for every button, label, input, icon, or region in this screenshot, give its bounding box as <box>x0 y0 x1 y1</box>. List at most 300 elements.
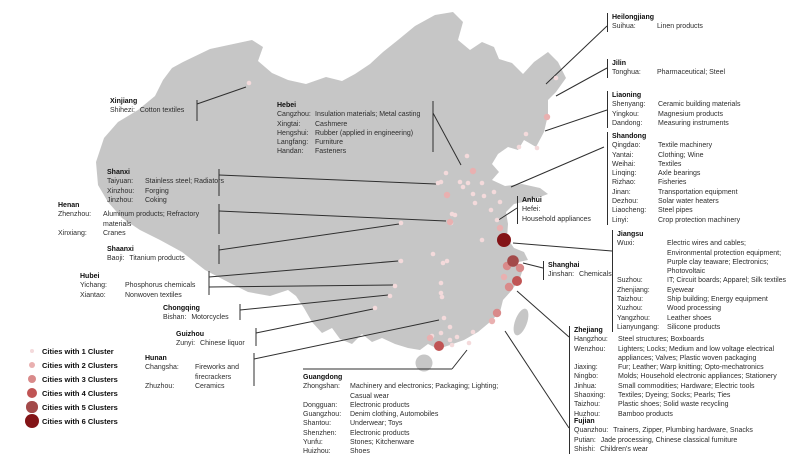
city-name: Taiyuan: <box>107 178 134 186</box>
city-entry <box>612 22 703 31</box>
city-products: Textile machinery <box>658 142 713 150</box>
city-entry <box>612 100 740 109</box>
city-products: Cotton textiles <box>139 107 185 115</box>
city-products: Stones; Kitchenware <box>350 439 415 447</box>
city-products: Measuring instruments <box>658 119 729 127</box>
city-entry <box>107 187 240 196</box>
city-dot <box>473 201 478 206</box>
city-entries <box>612 68 725 77</box>
city-products: Insulation materials; Metal casting <box>315 111 421 119</box>
province-name: Hubei <box>80 273 100 280</box>
city-dot <box>455 335 460 340</box>
city-entry <box>612 160 740 169</box>
city-name: Guangzhou: <box>303 411 342 419</box>
region-jiangsu <box>612 230 787 332</box>
city-name: Hefei: <box>522 206 541 214</box>
city-name: Xinxiang: <box>58 229 87 237</box>
cluster-dot-icon <box>25 414 40 429</box>
city-products: Stainless steel; Radiators <box>145 178 224 186</box>
city-name: Ningbo: <box>574 373 599 381</box>
city-products: Denim clothing, Automobiles <box>350 411 439 419</box>
city-dot <box>492 190 497 195</box>
city-products: Household appliances <box>522 215 591 223</box>
city-entry <box>303 382 508 401</box>
city-products: Motorcycles <box>191 314 229 322</box>
legend-dot-wrap <box>24 401 40 413</box>
city-entries <box>80 281 220 300</box>
city-entry <box>80 291 220 300</box>
legend-item <box>24 386 118 400</box>
city-entry <box>277 147 440 156</box>
city-entry <box>303 401 508 410</box>
city-entry <box>612 68 725 77</box>
city-products: Electronic products <box>350 401 410 409</box>
city-entries <box>612 22 703 31</box>
city-dot <box>517 145 522 150</box>
city-name: Taizhou: <box>617 296 644 304</box>
city-entry <box>574 436 794 445</box>
legend-dot-wrap <box>24 375 40 384</box>
city-dot <box>393 284 398 289</box>
city-products: Coking <box>145 196 167 204</box>
city-products: Cranes <box>103 229 126 237</box>
legend-item-label: Cities with 6 Clusters <box>42 416 118 426</box>
city-entry <box>303 447 508 456</box>
city-products: Furniture <box>315 139 344 147</box>
city-dot <box>399 221 404 226</box>
city-dot <box>482 194 487 199</box>
city-entry <box>574 335 794 344</box>
city-products: Aluminum products; Refractory materials <box>103 211 200 228</box>
region-shanxi <box>107 168 240 205</box>
region-shanghai <box>543 261 663 280</box>
city-name: Xinzhou: <box>107 187 135 195</box>
province-name: Jilin <box>612 60 627 67</box>
city-dot <box>441 261 446 266</box>
city-name: Shihezi: <box>110 107 135 115</box>
city-dot <box>466 181 471 186</box>
city-name: Jiaxing: <box>574 364 598 372</box>
region-hunan <box>145 354 247 391</box>
city-entry <box>145 382 247 391</box>
city-name: Jinzhou: <box>107 196 134 204</box>
city-entry <box>617 286 787 295</box>
city-dot <box>480 181 485 186</box>
city-entry <box>277 138 440 147</box>
city-dot <box>535 146 540 151</box>
city-name: Yichang: <box>80 282 107 290</box>
city-entries <box>163 313 283 322</box>
city-dot <box>524 132 529 137</box>
city-entry <box>277 129 440 138</box>
city-name: Taizhou: <box>574 401 601 409</box>
region-hebei <box>277 101 440 157</box>
city-name: Zhuzhou: <box>145 382 175 390</box>
region-jilin <box>607 59 725 78</box>
city-entries <box>107 254 247 263</box>
city-name: Suihua: <box>612 23 636 31</box>
city-name: Linqing: <box>612 170 637 178</box>
legend-item-label: Cities with 5 Clusters <box>42 402 118 412</box>
city-products: Phosphorus chemicals <box>125 282 196 290</box>
city-products: Textiles; Dyeing; Socks; Pearls; Ties <box>618 392 731 400</box>
city-entry <box>612 206 740 215</box>
city-entry <box>574 345 794 364</box>
city-entry <box>612 151 740 160</box>
city-dot <box>461 185 466 190</box>
city-products: Plastic shoes; Solid waste recycling <box>618 401 729 409</box>
city-name: Hangzhou: <box>574 336 608 344</box>
province-name: Jiangsu <box>617 231 644 238</box>
cluster-dot-icon <box>30 349 35 354</box>
city-name: Handan: <box>277 148 304 156</box>
province-name: Henan <box>58 202 80 209</box>
city-name: Xuzhou: <box>617 305 643 313</box>
city-name: Jinan: <box>612 188 631 196</box>
city-name: Qingdao: <box>612 142 641 150</box>
city-entry <box>548 270 663 279</box>
province-name: Zhejiang <box>574 327 603 334</box>
city-dot <box>471 330 476 335</box>
city-dot <box>465 154 470 159</box>
city-entry <box>617 314 787 323</box>
city-products: Jade processing, Chinese classical furniture <box>600 436 738 444</box>
city-products: Electric wires and cables; Environmental protection equipment; Purple clay teaware; Electronics; Photovoltaic <box>667 240 782 276</box>
city-name: Linyi: <box>612 216 629 224</box>
city-products: Forging <box>145 187 169 195</box>
city-entries <box>277 110 440 156</box>
city-dot <box>493 309 501 317</box>
city-dot <box>458 180 463 185</box>
city-dot <box>453 213 458 218</box>
city-dot <box>247 81 252 86</box>
legend-item-label: Cities with 4 Clusters <box>42 388 118 398</box>
city-entry <box>303 429 508 438</box>
legend-item <box>24 400 118 414</box>
legend-item-label: Cities with 2 Clusters <box>42 360 118 370</box>
city-dot <box>544 114 550 120</box>
city-dot <box>495 218 500 223</box>
city-name: Yangzhou: <box>617 314 650 322</box>
city-entry <box>612 141 740 150</box>
city-name: Dezhou: <box>612 198 639 206</box>
city-entry <box>612 169 740 178</box>
city-dot <box>445 259 450 264</box>
city-name: Liaocheng: <box>612 207 647 215</box>
city-products: Ceramics <box>195 382 225 390</box>
city-dot <box>373 306 378 311</box>
city-name: Rizhao: <box>612 179 636 187</box>
city-dot <box>439 331 444 336</box>
city-entry <box>303 419 508 428</box>
city-entry <box>522 205 607 224</box>
city-entry <box>617 304 787 313</box>
city-entries <box>176 339 301 348</box>
city-dot <box>442 316 447 321</box>
city-entries <box>145 363 247 391</box>
city-entry <box>303 438 508 447</box>
city-dot <box>497 233 511 247</box>
city-products: Trainers, Zipper, Plumbing hardware, Snacks <box>613 427 753 435</box>
legend-item-label: Cities with 1 Cluster <box>42 346 114 356</box>
city-products: Crop protection machinery <box>658 216 741 224</box>
city-dot <box>431 252 436 257</box>
city-products: Linen products <box>657 23 703 31</box>
city-dot <box>450 343 455 348</box>
city-products: Cashmere <box>315 120 348 128</box>
city-products: Steel structures; Boxboards <box>618 336 704 344</box>
city-dot <box>439 281 444 286</box>
region-fujian <box>569 417 794 454</box>
city-entries <box>522 205 607 224</box>
city-products: Fur; Leather; Warp knitting; Opto-mechatronics <box>618 364 764 372</box>
city-name: Wenzhou: <box>574 345 606 353</box>
city-entry <box>107 177 240 186</box>
legend-item-label: Cities with 3 Clusters <box>42 374 118 384</box>
province-name: Anhui <box>522 197 542 204</box>
city-entries <box>548 270 663 279</box>
region-shandong <box>607 132 740 225</box>
city-name: Shenzhen: <box>303 429 337 437</box>
province-name: Shanghai <box>548 262 580 269</box>
city-dot <box>444 192 450 198</box>
city-products: Machinery and electronics; Packaging; Lighting; Casual wear <box>350 383 499 400</box>
cluster-dot-icon <box>26 401 38 413</box>
city-entry <box>612 188 740 197</box>
city-products: Eyewear <box>667 286 695 294</box>
cluster-legend <box>24 344 118 428</box>
city-dot <box>512 276 522 286</box>
city-entry <box>277 120 440 129</box>
legend-item <box>24 344 118 358</box>
city-entry <box>163 313 283 322</box>
city-entry <box>110 106 245 115</box>
region-shaanxi <box>107 245 247 264</box>
region-henan <box>58 201 203 238</box>
city-name: Yingkou: <box>612 110 639 118</box>
city-entries <box>612 100 740 128</box>
city-dot <box>399 259 404 264</box>
taiwan-island-shape <box>511 307 532 337</box>
city-entry <box>574 372 794 381</box>
cluster-dot-icon <box>27 388 37 398</box>
region-guangdong <box>303 373 508 457</box>
city-products: Bamboo products <box>618 410 673 418</box>
region-guizhou <box>176 330 301 349</box>
city-products: Molds; Household electronic appliances; Stationery <box>618 373 777 381</box>
city-name: Zhenjiang: <box>617 286 650 294</box>
city-dot <box>388 294 393 299</box>
city-dot <box>448 325 453 330</box>
city-name: Baoji: <box>107 255 125 263</box>
city-dot <box>507 255 519 267</box>
province-name: Guangdong <box>303 374 343 381</box>
city-products: Lighters; Locks; Medium and low voltage electrical appliances; Valves; Plastic woven packaging <box>618 345 775 362</box>
city-products: Underwear; Toys <box>350 420 403 428</box>
city-name: Tonghua: <box>612 69 641 77</box>
city-entries <box>617 239 787 332</box>
city-name: Quanzhou: <box>574 427 609 435</box>
province-name: Hunan <box>145 355 167 362</box>
city-dot <box>489 208 494 213</box>
city-name: Huizhou: <box>303 448 331 456</box>
region-hubei <box>80 272 220 300</box>
city-dot <box>444 171 449 176</box>
city-products: Transportation equipment <box>658 188 738 196</box>
city-entries <box>58 210 203 238</box>
city-dot <box>498 200 503 205</box>
province-name: Hebei <box>277 102 297 109</box>
city-name: Changsha: <box>145 364 179 372</box>
city-products: Clothing; Wine <box>658 151 704 159</box>
region-xinjiang <box>110 97 245 116</box>
city-products: Silicone products <box>667 323 721 331</box>
city-entry <box>58 229 203 238</box>
city-entries <box>110 106 245 115</box>
city-name: Lianyungang: <box>617 323 660 331</box>
city-name: Suzhou: <box>617 277 643 285</box>
city-entry <box>574 382 794 391</box>
province-name: Fujian <box>574 418 595 425</box>
city-entry <box>612 197 740 206</box>
city-entry <box>303 410 508 419</box>
city-products: Ship building; Energy equipment <box>667 296 768 304</box>
city-products: Magnesium products <box>658 110 723 118</box>
city-dot <box>439 180 444 185</box>
city-name: Yantai: <box>612 151 634 159</box>
province-name: Liaoning <box>612 92 642 99</box>
city-products: Fisheries <box>658 179 687 187</box>
legend-item <box>24 414 118 428</box>
city-name: Shishi: <box>574 445 596 453</box>
city-name: Shaoxing: <box>574 392 606 400</box>
city-entry <box>612 216 740 225</box>
city-name: Dongguan: <box>303 401 338 409</box>
city-dot <box>489 318 495 324</box>
city-products: Titanium products <box>129 255 185 263</box>
city-products: Shoes <box>350 448 370 456</box>
city-products: Solar water heaters <box>658 198 719 206</box>
city-products: Textiles <box>658 160 682 168</box>
region-zhejiang <box>569 326 794 419</box>
city-name: Huzhou: <box>574 410 601 418</box>
city-dot <box>440 295 445 300</box>
city-name: Jinhua: <box>574 382 597 390</box>
city-entry <box>612 110 740 119</box>
city-dot <box>471 192 476 197</box>
city-products: Wood processing <box>667 305 721 313</box>
legend-dot-wrap <box>24 349 40 354</box>
city-products: Small commodities; Hardware; Electric tools <box>618 382 755 390</box>
city-dot <box>427 335 433 341</box>
province-name: Chongqing <box>163 305 200 312</box>
city-products: Leather shoes <box>667 314 712 322</box>
city-name: Zhenzhou: <box>58 211 92 219</box>
city-entry <box>58 210 203 229</box>
city-dot <box>448 338 453 343</box>
city-name: Putian: <box>574 436 596 444</box>
city-entry <box>617 295 787 304</box>
city-name: Xingtai: <box>277 120 301 128</box>
city-name: Wuxi: <box>617 240 635 248</box>
legend-dot-wrap <box>24 362 40 369</box>
city-name: Bishan: <box>163 314 187 322</box>
province-name: Shanxi <box>107 169 130 176</box>
city-entry <box>612 178 740 187</box>
city-entries <box>612 141 740 225</box>
region-chongqing <box>163 304 283 323</box>
city-entry <box>574 400 794 409</box>
city-name: Xiantao: <box>80 291 106 299</box>
city-products: Fasteners <box>315 148 347 156</box>
city-products: Children's wear <box>599 445 648 453</box>
city-entry <box>107 254 247 263</box>
city-dot <box>470 168 476 174</box>
city-products: Fireworks and firecrackers <box>195 364 239 381</box>
city-entry <box>574 391 794 400</box>
city-entry <box>145 363 247 382</box>
city-dot <box>480 238 485 243</box>
city-entry <box>574 445 794 454</box>
legend-item <box>24 358 118 372</box>
city-dot <box>501 274 507 280</box>
city-products: IT; Circuit boards; Apparel; Silk textiles <box>667 277 787 285</box>
city-products: Ceramic building materials <box>658 101 741 109</box>
city-entries <box>574 335 794 419</box>
city-products: Pharmaceutical; Steel <box>657 69 726 77</box>
city-products: Rubber (applied in engineering) <box>315 129 414 137</box>
province-name: Heilongjiang <box>612 14 654 21</box>
legend-dot-wrap <box>24 414 40 429</box>
region-heilongjiang <box>607 13 703 32</box>
city-products: Nonwoven textiles <box>125 291 182 299</box>
province-name: Xinjiang <box>110 98 138 105</box>
province-name: Guizhou <box>176 331 204 338</box>
city-name: Weihai: <box>612 160 636 168</box>
city-name: Shantou: <box>303 420 332 428</box>
city-products: Chemicals <box>579 271 612 279</box>
legend-dot-wrap <box>24 388 40 398</box>
cluster-dot-icon <box>29 362 36 369</box>
city-name: Yunfu: <box>303 439 323 447</box>
city-dot <box>467 341 472 346</box>
city-name: Cangzhou: <box>277 111 311 119</box>
city-name: Zunyi: <box>176 340 196 348</box>
city-name: Hengshui: <box>277 129 309 137</box>
city-products: Steel pipes <box>658 207 693 215</box>
city-dot <box>434 341 444 351</box>
city-entry <box>277 110 440 119</box>
city-dot <box>439 291 444 296</box>
city-dot <box>497 225 503 231</box>
city-name: Zhongshan: <box>303 383 340 391</box>
cluster-dot-icon <box>28 375 37 384</box>
city-name: Jinshan: <box>548 271 575 279</box>
city-entry <box>80 281 220 290</box>
city-entries <box>574 426 794 454</box>
city-entry <box>612 119 740 128</box>
city-products: Axle bearings <box>658 170 701 178</box>
city-products: Chinese liquor <box>200 340 245 348</box>
city-entries <box>303 382 508 456</box>
city-name: Dandong: <box>612 119 643 127</box>
region-anhui <box>517 196 607 224</box>
city-dot <box>505 283 513 291</box>
city-name: Langfang: <box>277 139 309 147</box>
province-name: Shaanxi <box>107 246 134 253</box>
legend-item <box>24 372 118 386</box>
city-entry <box>574 426 794 435</box>
